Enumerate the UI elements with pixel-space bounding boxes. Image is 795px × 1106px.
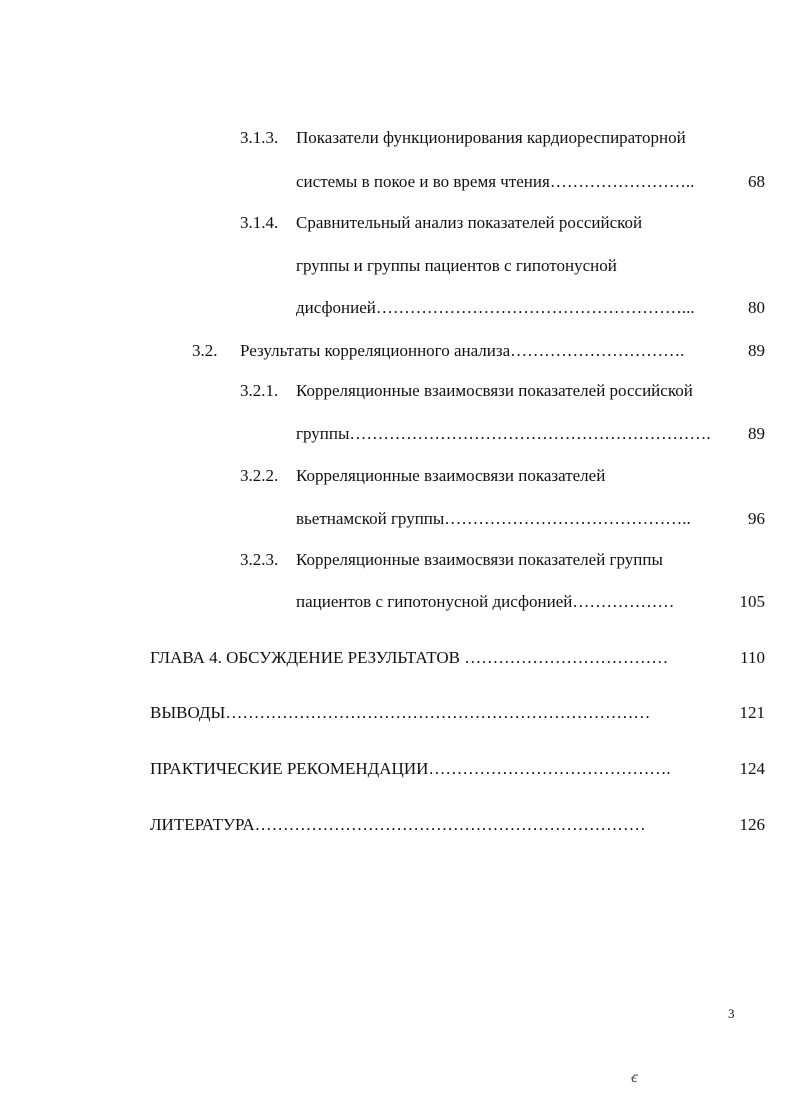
toc-title-3-2-3: Корреляционные взаимосвязи показателей группы [296,550,663,569]
toc-page-chapter-4: 110 [740,648,765,667]
toc-num-3-2-1: 3.2.1. [240,381,279,400]
toc-literature: ЛИТЕРАТУРА…………………………………………………………… [150,815,646,834]
toc-num-3-1-4: 3.1.4. [240,213,279,232]
page-number: 3 [728,1006,735,1021]
toc-page-conclusions: 121 [739,703,765,722]
toc-num-3-2-2: 3.2.2. [240,466,279,485]
toc-num-3-1-3: 3.1.3. [240,128,279,147]
toc-title-3-2-1: Корреляционные взаимосвязи показателей российской [296,381,693,400]
toc-title-3-1-4: Сравнительный анализ показателей российской [296,213,643,232]
toc-title-3-1-4-cont: группы и группы пациентов с гипотонусной [296,256,617,275]
toc-num-3-2: 3.2. [192,341,218,360]
toc-page-3-2-3: 105 [739,592,765,611]
toc-title-3-2-3-cont: пациентов с гипотонусной дисфонией……………… [296,592,675,611]
toc-title-3-1-4-cont2: дисфонией………………………………………………... [296,298,695,317]
handwritten-mark: ꞓ [630,1071,637,1086]
toc-conclusions: ВЫВОДЫ………………………………………………………………… [150,703,651,722]
toc-title-3-2-2: Корреляционные взаимосвязи показателей [296,466,606,485]
toc-page-literature: 126 [739,815,765,834]
toc-title-3-2: Результаты корреляционного анализа…………………………. [240,341,685,360]
toc-chapter-4: ГЛАВА 4. ОБСУЖДЕНИЕ РЕЗУЛЬТАТОВ ……………………………… [150,648,669,667]
toc-recommendations: ПРАКТИЧЕСКИЕ РЕКОМЕНДАЦИИ……………………………………. [150,759,671,778]
toc-page-3-2-1: 89 [748,424,765,443]
toc-title-3-1-3-cont: системы в покое и во время чтения…………………….. [296,172,695,191]
toc-page-3-1-3: 68 [748,172,765,191]
toc-title-3-2-2-cont: вьетнамской группы…………………………………….. [296,509,691,528]
toc-title-3-1-3: Показатели функционирования кардиореспираторной [296,128,686,147]
toc-title-3-2-1-cont: группы………………………………………………………. [296,424,711,443]
toc-page-recommendations: 124 [739,759,765,778]
toc-page-3-2: 89 [748,341,765,360]
toc-page-3-1-4: 80 [748,298,765,317]
toc-page-3-2-2: 96 [748,509,765,528]
toc-num-3-2-3: 3.2.3. [240,550,279,569]
